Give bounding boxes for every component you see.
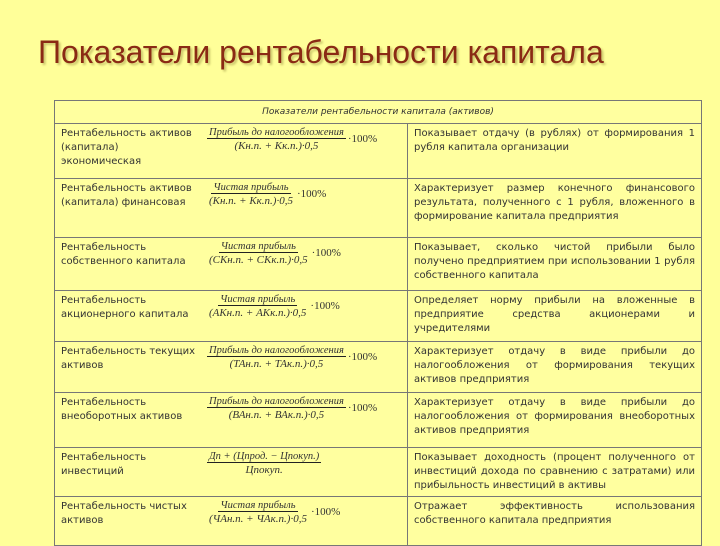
indicator-description: Показывает отдачу (в рублях) от формирования 1 рубля капитала организации	[407, 124, 701, 178]
indicator-name: Рентабельность собственного капитала	[61, 242, 186, 267]
formula-multiplier: ·100%	[311, 247, 341, 259]
formula-denominator: (ТАн.п. + ТАк.п.)·0,5	[229, 358, 324, 370]
table-row	[55, 238, 701, 291]
formula-multiplier: ·100%	[347, 351, 378, 363]
formula-denominator: (СКн.п. + СКк.п.)·0,5	[209, 254, 308, 266]
formula-numerator: Чистая прибыль	[220, 294, 296, 305]
formula-multiplier: ·100%	[347, 402, 378, 414]
indicator-description: Характеризует размер конечного финансового результата, полученного с 1 рубля, вложенного в формирование капитала предприятия	[407, 179, 701, 237]
formula-denominator: (Кн.п. + Кк.п.)·0,5	[209, 195, 293, 207]
indicator-name: Рентабельность внеоборотных активов	[61, 397, 183, 422]
indicator-description: Показывает доходность (процент полученного от инвестиций дохода по сравнению с затратами) или прибыльность инвестиций в активы	[407, 448, 701, 496]
formula-fraction	[207, 182, 295, 207]
indicator-formula	[205, 393, 407, 447]
formula-fraction	[207, 241, 310, 266]
formula-numerator: Чистая прибыль	[220, 500, 296, 511]
indicator-formula	[205, 179, 407, 237]
table-row	[55, 291, 701, 342]
indicator-description: Характеризует отдачу в виде прибыли до налогообложения от формирования внеоборотных активов предприятия	[407, 393, 701, 447]
indicator-formula	[205, 291, 407, 341]
indicator-formula	[205, 238, 407, 290]
formula-denominator: (ВАн.п. + ВАк.п.)·0,5	[228, 409, 325, 421]
indicator-name: Рентабельность активов (капитала) экономическая	[61, 128, 192, 167]
table-body	[55, 124, 701, 545]
table-row	[55, 179, 701, 238]
table-row	[55, 497, 701, 545]
formula-denominator: (ЧАн.п. + ЧАк.п.)·0,5	[209, 513, 307, 525]
formula-numerator: Прибыль до налогообложения	[209, 345, 344, 356]
indicator-description: Показывает, сколько чистой прибыли было получено предприятием при использовании 1 рубля собственного капитала	[407, 238, 701, 290]
formula-numerator: Чистая прибыль	[213, 182, 289, 193]
formula-numerator: Прибыль до налогообложения	[209, 127, 344, 138]
indicator-name: Рентабельность чистых активов	[61, 501, 187, 526]
formula-numerator: Прибыль до налогообложения	[209, 396, 344, 407]
table-row	[55, 124, 701, 179]
formula-denominator: Цпокуп.	[245, 464, 283, 476]
formula-multiplier: ·100%	[310, 506, 341, 518]
formula-multiplier: ·100%	[296, 188, 327, 200]
indicator-description: Отражает эффективность использования собственного капитала предприятия	[407, 497, 701, 545]
formula-fraction	[207, 345, 346, 370]
slide-title: Показатели рентабельности капитала	[38, 34, 604, 70]
formula-fraction	[207, 500, 309, 525]
formula-multiplier: ·100%	[310, 300, 340, 312]
indicator-formula	[205, 124, 407, 178]
formula-fraction	[207, 127, 346, 152]
table-caption: Показатели рентабельности капитала (активов)	[55, 101, 701, 124]
formula-fraction	[207, 294, 308, 319]
indicator-formula	[205, 497, 407, 545]
indicator-formula	[205, 448, 407, 496]
formula-denominator: (АКн.п. + АКк.п.)·0,5	[209, 307, 307, 319]
formula-numerator: Дп + (Цпрод. − Цпокуп.)	[209, 451, 320, 462]
indicator-name: Рентабельность активов (капитала) финансовая	[61, 183, 192, 208]
indicator-description: Определяет норму прибыли на вложенные в предприятие средства акционерами и учредителями	[407, 291, 701, 341]
indicator-formula	[205, 342, 407, 392]
formula-numerator: Чистая прибыль	[220, 241, 296, 252]
formula-denominator: (Кн.п. + Кк.п.)·0,5	[234, 140, 319, 152]
table-row	[55, 393, 701, 448]
formula-fraction	[207, 451, 321, 476]
table-row	[55, 448, 701, 497]
formula-fraction	[207, 396, 346, 421]
indicator-description: Характеризует отдачу в виде прибыли до налогообложения от формирования текущих активов предприятия	[407, 342, 701, 392]
table-row	[55, 342, 701, 393]
formula-multiplier: ·100%	[347, 133, 378, 145]
indicator-name: Рентабельность акционерного капитала	[61, 295, 189, 320]
indicator-name: Рентабельность текущих активов	[61, 346, 196, 371]
indicator-name: Рентабельность инвестиций	[61, 452, 147, 477]
indicators-table	[54, 100, 702, 546]
